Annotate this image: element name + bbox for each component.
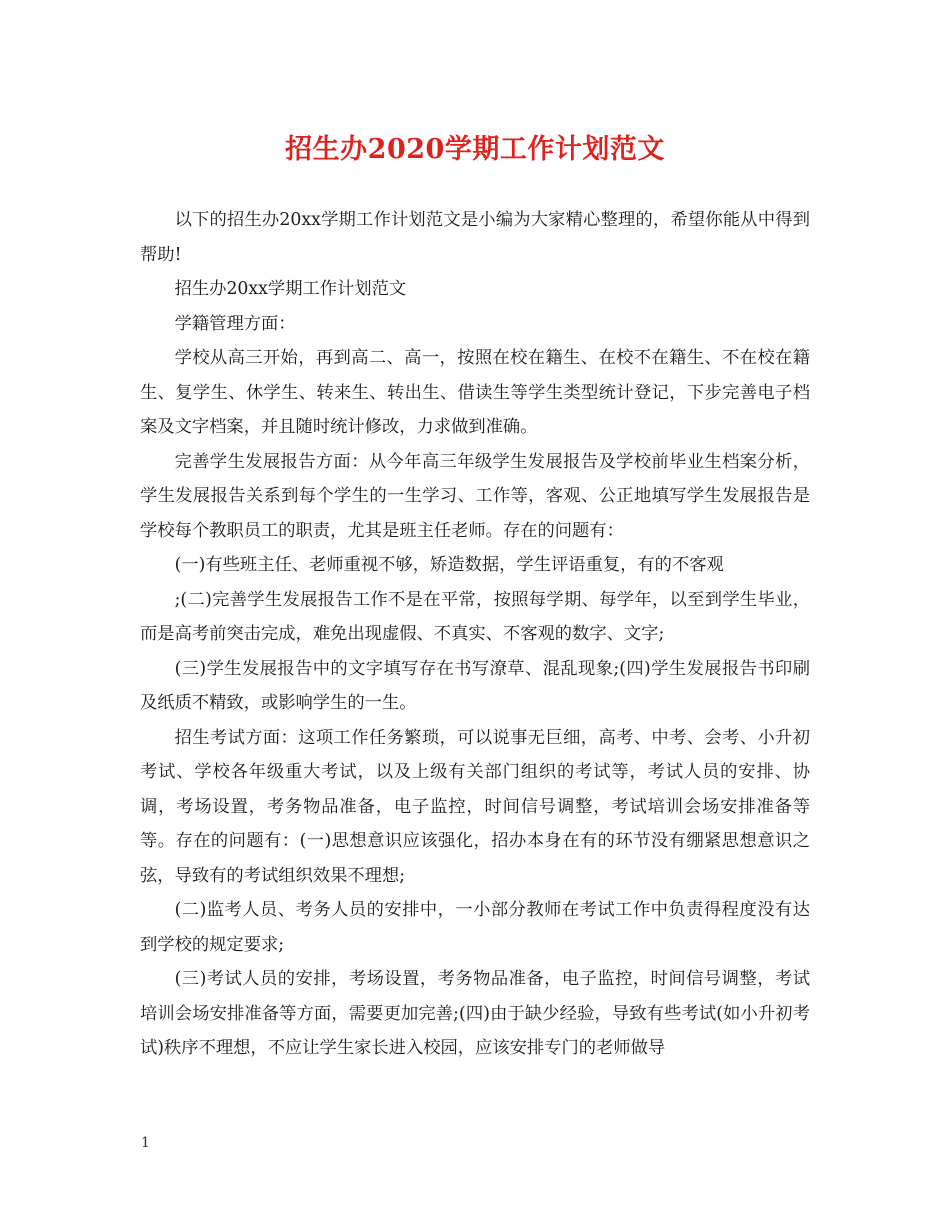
paragraph-section-heading: 学籍管理方面： <box>174 313 296 334</box>
paragraph: (三)学生发展报告中的文字填写存在书写潦草、混乱现象;(四)学生发展报告书印刷及纸质不精致，或影响学生的一生。 <box>140 658 810 713</box>
paragraph-subtitle: 招生办20xx学期工作计划范文 <box>174 279 407 299</box>
paragraph: 学校从高三开始，再到高二、高一，按照在校在籍生、在校不在籍生、不在校在籍生、复学生、休学生、转来生、转出生、借读生等学生类型统计登记，下步完善电子档案及文字档案，并且随时统计修改，力求做到准确。 <box>140 348 810 437</box>
paragraph: 完善学生发展报告方面：从今年高三年级学生发展报告及学校前毕业生档案分析，学生发展报告关系到每个学生的一生学习、工作等，客观、公正地填写学生发展报告是学校每个教职员工的职责，尤其是班主任老师。存在的问题有： <box>140 451 810 541</box>
document-body <box>140 203 810 1066</box>
paragraph: (二)监考人员、考务人员的安排中，一小部分教师在考试工作中负责得程度没有达到学校的规定要求; <box>140 900 810 955</box>
paragraph: 招生考试方面：这项工作任务繁琐，可以说事无巨细，高考、中考、会考、小升初考试、学校各年级重大考试，以及上级有关部门组织的考试等，考试人员的安排、协调，考场设置，考务物品准备，电子监控，时间信号调整，考试培训会场安排准备等等。存在的问题有：(一)思想意识应该强化，招办本身在有的环节没有绷紧思想意识之弦，导致有的考试组织效果不理想; <box>140 727 810 886</box>
paragraph: ;(二)完善学生发展报告工作不是在平常，按照每学期、每学年，以至到学生毕业，而是高考前突击完成，难免出现虚假、不真实、不客观的数字、文字; <box>140 589 810 644</box>
page-number: 1 <box>141 1135 150 1151</box>
paragraph: (一)有些班主任、老师重视不够，矫造数据，学生评语重复，有的不客观 <box>174 555 724 575</box>
paragraph-intro: 以下的招生办20xx学期工作计划范文是小编为大家精心整理的，希望你能从中得到帮助! <box>140 210 810 265</box>
paragraph: (三)考试人员的安排，考场设置，考务物品准备，电子监控，时间信号调整，考试培训会场安排准备等方面，需要更加完善;(四)由于缺少经验，导致有些考试(如小升初考试)秩序不理想，不应让学生家长进入校园，应该安排专门的老师做导 <box>140 969 810 1058</box>
document-title: 招生办2020学期工作计划范文 <box>285 134 665 165</box>
